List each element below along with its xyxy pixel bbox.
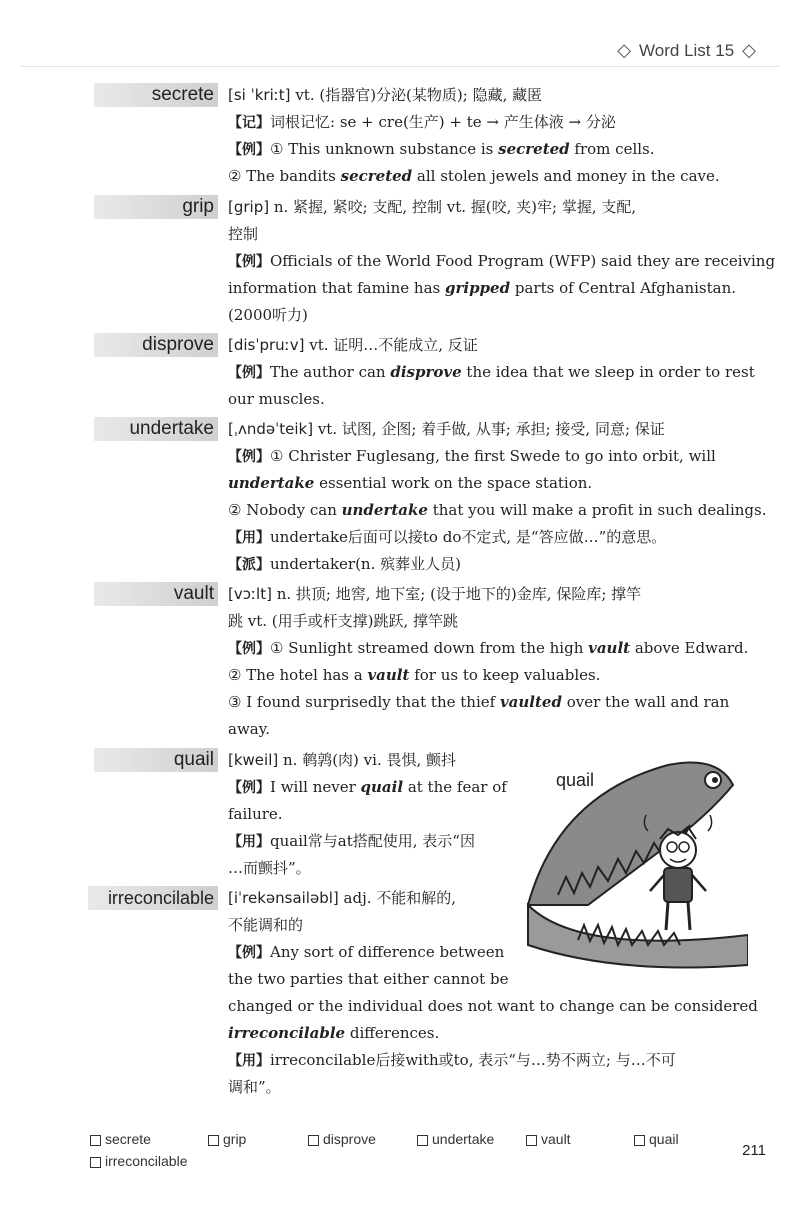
checklist-label: vault <box>541 1131 571 1147</box>
example-keyword: vaulted <box>499 693 562 711</box>
entry-line <box>228 335 478 355</box>
entry-line <box>228 969 508 989</box>
entry-text: undertake后面可以接to do不定式, 是“答应做…”的意思。 <box>270 528 667 546</box>
entry-text: away. <box>228 720 270 738</box>
entry-text: differences. <box>345 1024 440 1042</box>
page-header <box>617 40 756 61</box>
entry-line <box>228 996 758 1016</box>
entry-line <box>228 251 775 272</box>
checklist-item-undertake[interactable] <box>417 1131 494 1147</box>
checklist-item-secrete[interactable] <box>90 1131 151 1147</box>
entry-text: our muscles. <box>228 390 325 408</box>
example-keyword: quail <box>360 778 404 796</box>
headword-disprove: disprove <box>94 333 218 357</box>
pronunciation: [iˈrekənsailəbl] <box>228 889 339 907</box>
entry-line <box>228 719 270 739</box>
diamond-icon: ◇ <box>617 40 632 60</box>
entry-line <box>228 665 600 685</box>
entry-line <box>228 389 325 409</box>
example-keyword: secreted <box>340 167 413 185</box>
headword-secrete: secrete <box>94 83 218 107</box>
page-number: 211 <box>742 1142 766 1159</box>
entry-line <box>228 224 258 244</box>
entry-text: 调和”。 <box>228 1078 281 1096</box>
example-keyword: undertake <box>341 501 428 519</box>
checklist-item-grip[interactable] <box>208 1131 246 1147</box>
checklist-item-irreconcilable[interactable] <box>90 1153 187 1169</box>
entry-text: vt. 试图, 企图; 着手做, 从事; 承担; 接受, 同意; 保证 <box>313 420 665 438</box>
pronunciation: [disˈpruːv] <box>228 336 305 354</box>
entry-line <box>228 278 736 298</box>
headword-quail: quail <box>94 748 218 772</box>
entry-line <box>228 554 461 575</box>
header-divider <box>20 66 780 67</box>
checklist-label: disprove <box>323 1131 376 1147</box>
entry-line <box>228 1077 281 1097</box>
entry-line <box>228 942 504 963</box>
entry-text: …而颤抖”。 <box>228 859 311 877</box>
section-tag: 【例】 <box>228 142 270 158</box>
checklist-label: quail <box>649 1131 679 1147</box>
entry-line <box>228 139 655 160</box>
example-keyword: gripped <box>444 279 511 297</box>
entry-line <box>228 777 507 798</box>
checkbox[interactable] <box>90 1135 101 1146</box>
entry-text: Officials of the World Food Program (WFP) said they are receiving <box>270 252 776 270</box>
entry-text: vt. (指器官)分泌(某物质); 隐藏, 藏匿 <box>290 86 543 104</box>
diamond-icon: ◇ <box>742 40 756 60</box>
section-tag: 【例】 <box>228 945 270 961</box>
entry-text: information that famine has <box>228 279 445 297</box>
pronunciation: [si ˈkriːt] <box>228 86 291 104</box>
entry-line <box>228 112 616 133</box>
checkbox[interactable] <box>208 1135 219 1146</box>
entry-line <box>228 831 475 852</box>
entry-line <box>228 804 283 824</box>
headword-irreconcilable: irreconcilable <box>88 886 218 910</box>
entry-text: I will never <box>270 778 361 796</box>
entry-text: ② The hotel has a <box>228 666 368 684</box>
example-keyword: secreted <box>498 140 570 158</box>
example-keyword: undertake <box>228 474 315 492</box>
entry-line <box>228 584 641 604</box>
section-tag: 【例】 <box>228 254 270 270</box>
entry-text: n. 拱顶; 地窖, 地下室; (设于地下的)金库, 保险库; 撑竿 <box>271 585 642 603</box>
entry-text: irreconcilable后接with或to, 表示“与…势不两立; 与…不可 <box>270 1051 676 1069</box>
example-keyword: disprove <box>390 363 462 381</box>
entry-text: 控制 <box>228 225 259 243</box>
entry-text: adj. 不能和解的, <box>338 889 457 907</box>
entry-line <box>228 611 458 631</box>
section-tag: 【例】 <box>228 449 270 465</box>
entry-text: n. 鹌鹑(肉) vi. 畏惧, 颤抖 <box>278 751 457 769</box>
entry-line <box>228 85 542 105</box>
entry-text: ② Nobody can <box>228 501 342 519</box>
section-tag: 【用】 <box>228 1053 270 1069</box>
entry-line <box>228 638 748 659</box>
entry-text: ② The bandits <box>228 167 341 185</box>
checkbox[interactable] <box>308 1135 319 1146</box>
checklist-label: secrete <box>105 1131 151 1147</box>
section-tag: 【例】 <box>228 365 270 381</box>
entry-text: The author can <box>270 363 391 381</box>
entry-line <box>228 1023 439 1043</box>
entry-text: ① Christer Fuglesang, the first Swede to go into orbit, will <box>270 447 716 465</box>
entry-text: the idea that we sleep in order to rest <box>461 363 755 381</box>
section-tag: 【派】 <box>228 557 270 573</box>
headword-vault: vault <box>94 582 218 606</box>
checklist-label: irreconcilable <box>105 1153 188 1169</box>
entry-text: failure. <box>228 805 283 823</box>
entry-line <box>228 527 666 548</box>
word-list-title: Word List 15 <box>639 40 735 60</box>
entry-text: essential work on the space station. <box>314 474 593 492</box>
checkbox[interactable] <box>90 1157 101 1168</box>
example-keyword: vault <box>367 666 410 684</box>
entry-text: over the wall and ran <box>561 693 730 711</box>
entry-text: above Edward. <box>630 639 749 657</box>
example-keyword: vault <box>588 639 631 657</box>
checkbox[interactable] <box>526 1135 537 1146</box>
entry-text: that you will make a profit in such dealings. <box>427 501 767 519</box>
entry-text: n. 紧握, 紧咬; 支配, 控制 vt. 握(咬, 夹)牢; 掌握, 支配, <box>269 198 637 216</box>
section-tag: 【用】 <box>228 530 270 546</box>
checkbox[interactable] <box>634 1135 645 1146</box>
entry-text: 跳 vt. (用手或杆支撑)跳跃, 撑竿跳 <box>228 612 459 630</box>
entry-line <box>228 473 592 493</box>
entry-text: ① Sunlight streamed down from the high <box>270 639 589 657</box>
entry-line <box>228 362 755 383</box>
entry-line <box>228 446 716 467</box>
entry-line <box>228 692 729 712</box>
checklist-item-vault[interactable] <box>526 1131 571 1147</box>
entry-text: ① This unknown substance is <box>270 140 499 158</box>
entry-text: Any sort of difference between <box>270 943 505 961</box>
checklist-item-quail[interactable] <box>634 1131 679 1147</box>
entry-text: undertaker(n. 殡葬业人员) <box>270 555 461 573</box>
entry-text: the two parties that either cannot be <box>228 970 509 988</box>
section-tag: 【例】 <box>228 780 270 796</box>
headword-undertake: undertake <box>94 417 218 441</box>
entry-line <box>228 1050 676 1071</box>
entry-text: (2000听力) <box>228 306 308 324</box>
entry-line <box>228 915 303 935</box>
checklist-label: undertake <box>432 1131 495 1147</box>
headword-grip: grip <box>94 195 218 219</box>
section-tag: 【例】 <box>228 641 270 657</box>
entry-text: ③ I found surprisedly that the thief <box>228 693 500 711</box>
entry-text: changed or the individual does not want to change can be considered <box>228 997 758 1015</box>
entry-text: at the fear of <box>403 778 507 796</box>
entry-line <box>228 888 456 908</box>
entry-line <box>228 500 766 520</box>
entry-line <box>228 750 456 770</box>
checklist-label: grip <box>223 1131 247 1147</box>
pronunciation: [kweil] <box>228 751 279 769</box>
checkbox[interactable] <box>417 1135 428 1146</box>
entry-text: 词根记忆: se + cre(生产) + te → 产生体液 → 分泌 <box>270 113 616 131</box>
pronunciation: [ˌʌndəˈteik] <box>228 420 314 438</box>
checklist-item-disprove[interactable] <box>308 1131 376 1147</box>
entry-line <box>228 419 665 439</box>
pronunciation: [vɔːlt] <box>228 585 272 603</box>
entry-text: from cells. <box>569 140 655 158</box>
entry-text: all stolen jewels and money in the cave. <box>412 167 720 185</box>
entry-text: parts of Central Afghanistan. <box>510 279 737 297</box>
entry-line <box>228 305 308 325</box>
entry-text: for us to keep valuables. <box>409 666 601 684</box>
example-keyword: irreconcilable <box>228 1024 346 1042</box>
entry-text: 不能调和的 <box>228 916 304 934</box>
section-tag: 【记】 <box>228 115 270 131</box>
entry-line <box>228 858 311 878</box>
section-tag: 【用】 <box>228 834 270 850</box>
illustration-label: quail <box>556 770 595 790</box>
pronunciation: [grip] <box>228 198 270 216</box>
entry-text: quail常与at搭配使用, 表示“因 <box>270 832 475 850</box>
entry-line <box>228 197 636 217</box>
crocodile-illustration <box>518 755 748 975</box>
entry-line <box>228 166 720 186</box>
entry-text: vt. 证明…不能成立, 反证 <box>304 336 478 354</box>
